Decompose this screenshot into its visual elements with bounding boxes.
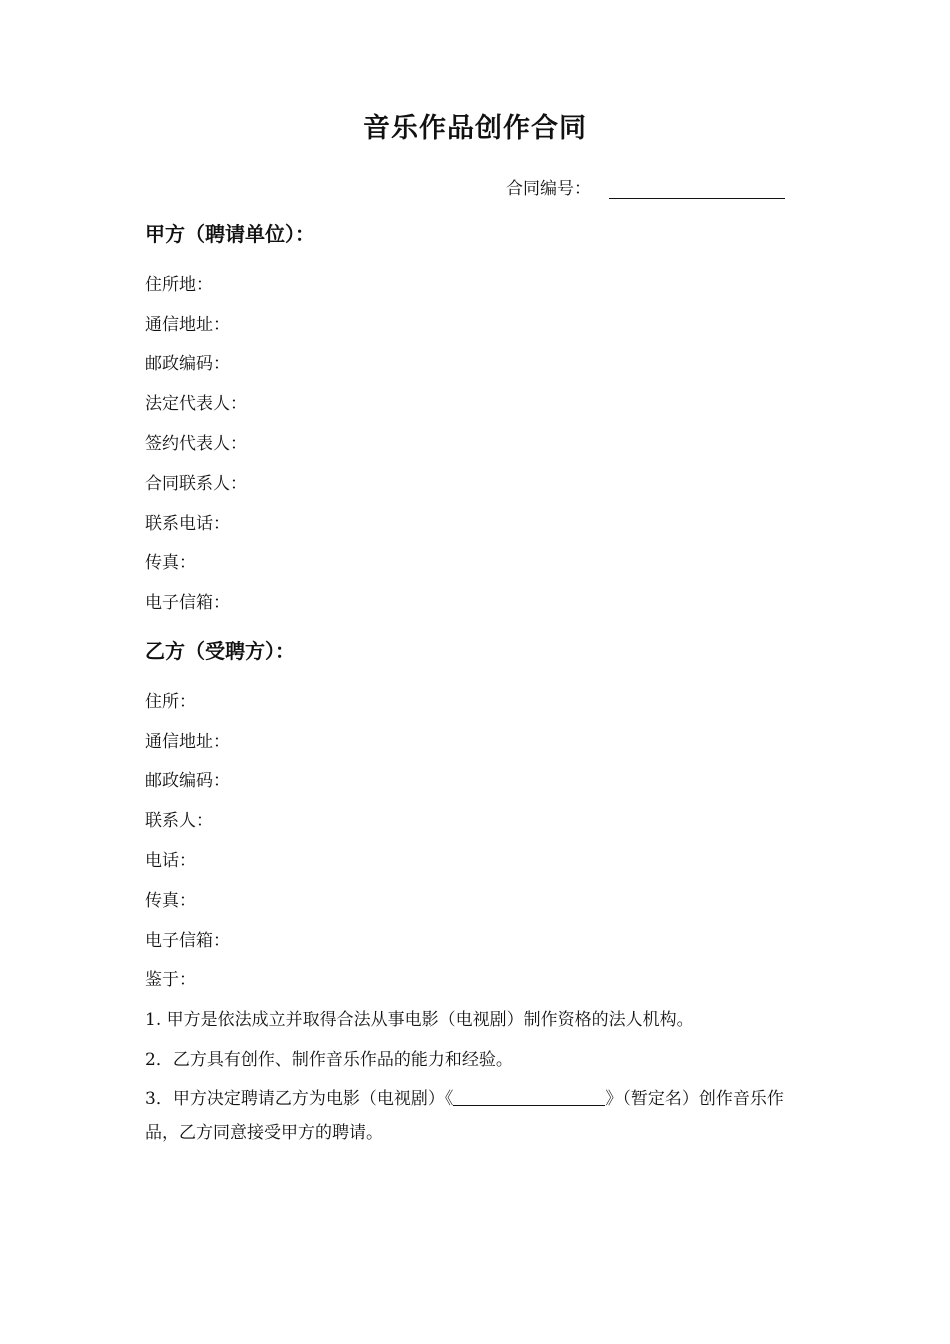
party-b-phone: 电话： <box>145 851 196 871</box>
party-b-fax: 传真： <box>145 891 196 911</box>
party-a-heading: 甲方（聘请单位）： <box>145 222 315 246</box>
party-a-address: 住所地： <box>145 275 213 295</box>
party-a-signing-representative: 签约代表人： <box>145 434 247 454</box>
party-b-postal-code: 邮政编码： <box>145 771 230 791</box>
party-b-address: 住所： <box>145 692 196 712</box>
whereas-item-3 <box>145 1082 805 1150</box>
whereas-item-2: 2．乙方具有创作、制作音乐作品的能力和经验。 <box>145 1050 513 1070</box>
whereas-item-3-before: 3．甲方决定聘请乙方为电影（电视剧）《 <box>145 1089 454 1109</box>
contract-number-label: 合同编号： <box>506 179 591 199</box>
contract-number-blank <box>609 178 785 199</box>
party-a-postal-code: 邮政编码： <box>145 354 230 374</box>
party-b-mailing-address: 通信地址： <box>145 732 230 752</box>
party-a-phone: 联系电话： <box>145 514 230 534</box>
whereas-label: 鉴于： <box>145 970 196 990</box>
party-a-email: 电子信箱： <box>145 593 230 613</box>
party-b-email: 电子信箱： <box>145 931 230 951</box>
party-a-mailing-address: 通信地址： <box>145 315 230 335</box>
whereas-item-3-after: 》（暂定名）创作音乐作品，乙方同意接受甲方的聘请。 <box>145 1089 784 1143</box>
contract-number <box>506 174 785 199</box>
party-a-contact-person: 合同联系人： <box>145 474 247 494</box>
whereas-item-1: 1. 甲方是依法成立并取得合法从事电影（电视剧）制作资格的法人机构。 <box>145 1010 694 1030</box>
party-a-legal-representative: 法定代表人： <box>145 394 247 414</box>
party-a-fax: 传真： <box>145 553 196 573</box>
page-title: 音乐作品创作合同 <box>363 113 587 144</box>
party-b-heading: 乙方（受聘方）： <box>145 639 295 663</box>
party-b-contact-person: 联系人： <box>145 811 213 831</box>
film-title-blank <box>453 1087 605 1106</box>
